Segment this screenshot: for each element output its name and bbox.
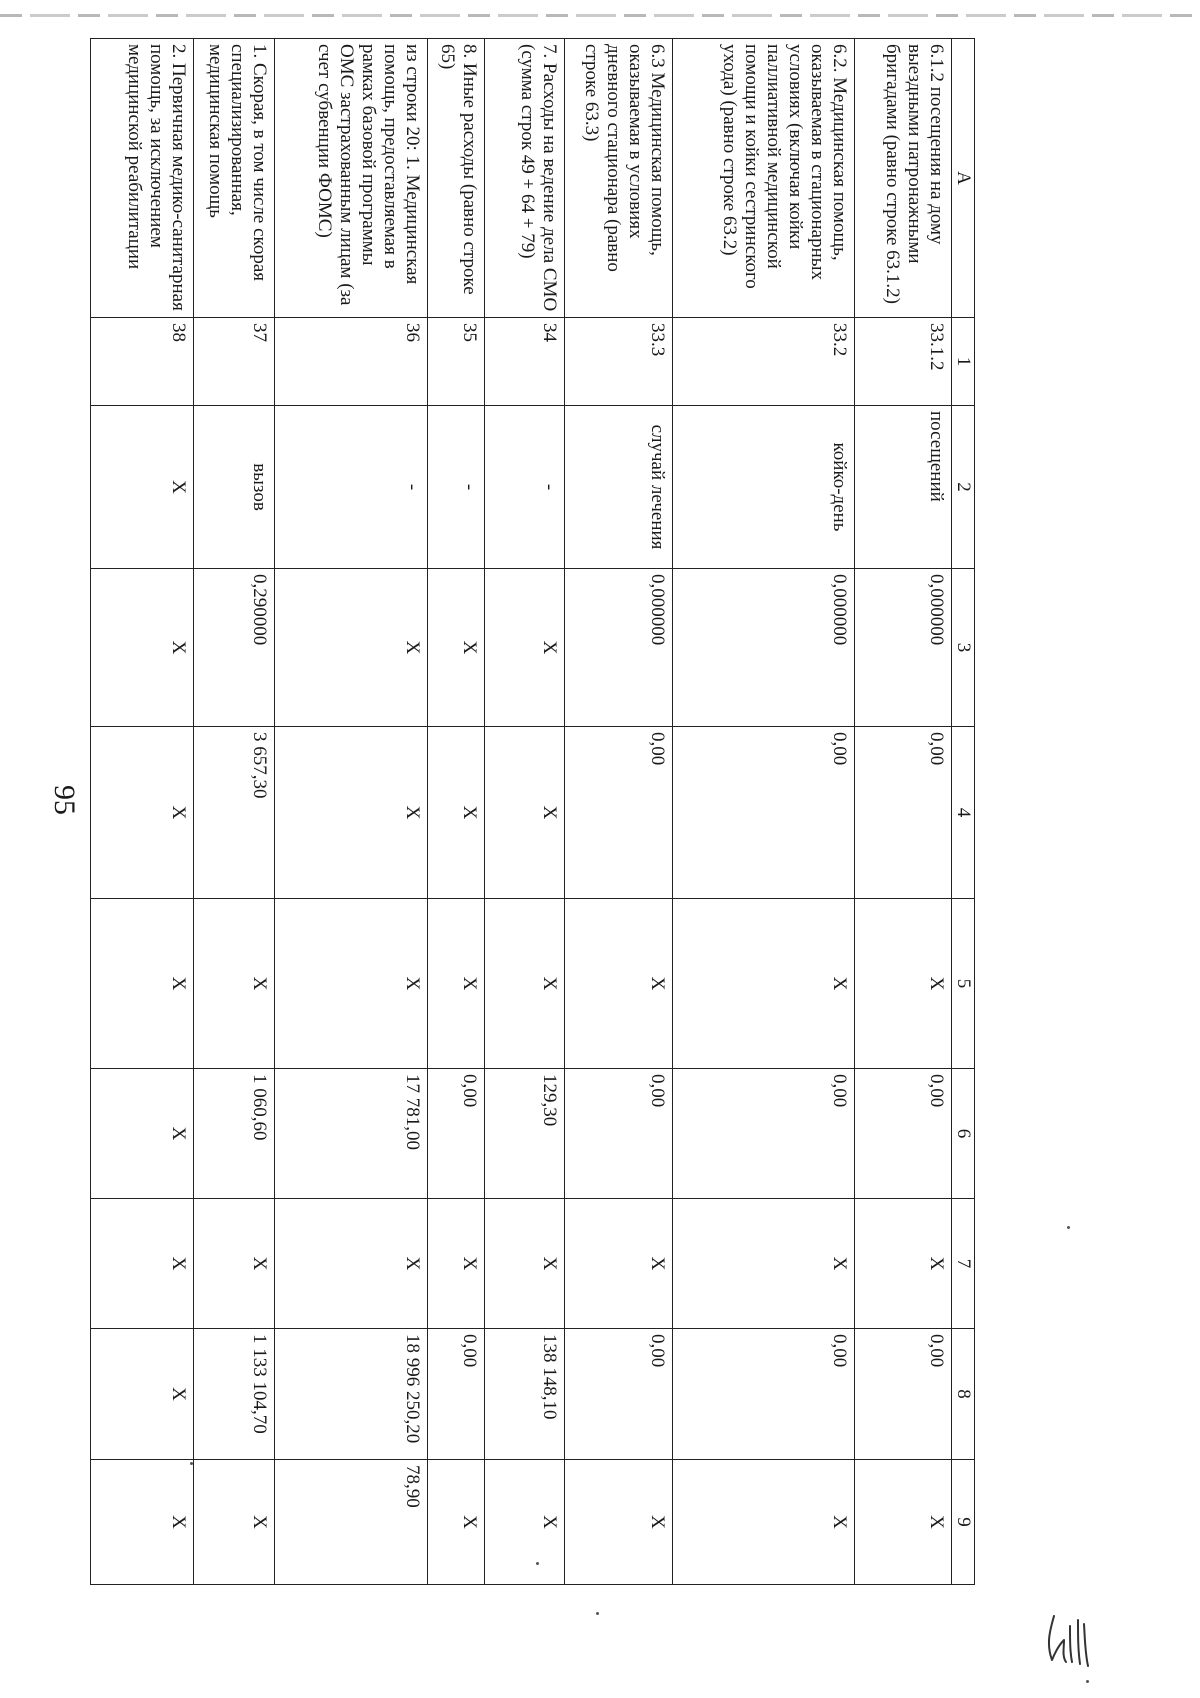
value-cell: X <box>484 1460 565 1585</box>
value-cell: 1 133 104,70 <box>194 1329 275 1460</box>
value-cell: 0,000000 <box>854 569 951 727</box>
value-cell: X <box>91 569 194 727</box>
value-cell: X <box>428 1460 485 1585</box>
scan-speck <box>190 1462 193 1465</box>
value-cell: X <box>91 1199 194 1329</box>
value-cell: X <box>91 727 194 899</box>
header-cell: A <box>952 39 975 318</box>
value-cell: X <box>672 1199 854 1329</box>
table-row <box>854 39 951 1585</box>
unit-cell: - <box>275 406 428 569</box>
value-cell: X <box>672 1460 854 1585</box>
value-cell: X <box>194 1460 275 1585</box>
scan-edge-line <box>0 14 1200 17</box>
header-cell: 4 <box>952 727 975 899</box>
row-code: 35 <box>428 318 485 406</box>
unit-cell: - <box>484 406 565 569</box>
value-cell: X <box>484 1199 565 1329</box>
row-code: 33.2 <box>672 318 854 406</box>
row-description: 2. Первичная медико-санитарная помощь, за исключением медицинской реабилитации <box>91 39 194 318</box>
value-cell: 129,30 <box>484 1069 565 1199</box>
unit-cell: случай лечения <box>565 406 672 569</box>
table-row <box>428 39 485 1585</box>
row-description: 6.2. Медицинская помощь, оказываемая в стационарных условиях (включая койки паллиативной медицинской помощи и койки сестринского ухода) (равно строке 63.2) <box>672 39 854 318</box>
value-cell: X <box>91 1460 194 1585</box>
financial-table <box>90 38 975 1585</box>
unit-cell: вызов <box>194 406 275 569</box>
value-cell: X <box>428 1199 485 1329</box>
value-cell: 0,00 <box>428 1069 485 1199</box>
value-cell: X <box>854 1199 951 1329</box>
row-code: 33.1.2 <box>854 318 951 406</box>
value-cell: X <box>428 899 485 1069</box>
value-cell: X <box>428 727 485 899</box>
value-cell: 0,00 <box>565 1329 672 1460</box>
unit-cell: X <box>91 406 194 569</box>
header-row <box>952 39 975 1585</box>
value-cell: 0,00 <box>565 727 672 899</box>
row-code: 34 <box>484 318 565 406</box>
value-cell: X <box>194 1199 275 1329</box>
header-cell: 9 <box>952 1460 975 1585</box>
value-cell: X <box>484 727 565 899</box>
value-cell: X <box>484 569 565 727</box>
value-cell: 1 060,60 <box>194 1069 275 1199</box>
value-cell: X <box>854 1460 951 1585</box>
scan-speck <box>596 1612 599 1615</box>
header-cell: 6 <box>952 1069 975 1199</box>
row-description: 6.3 Медицинская помощь, оказываемая в условиях дневного стационара (равно строке 63.3) <box>565 39 672 318</box>
scan-speck <box>536 1562 539 1565</box>
value-cell: X <box>194 899 275 1069</box>
row-description: 6.1.2 посещения на дому выездными патронажными бригадами (равно строке 63.1.2) <box>854 39 951 318</box>
unit-cell: - <box>428 406 485 569</box>
value-cell: X <box>565 899 672 1069</box>
header-cell: 1 <box>952 318 975 406</box>
value-cell: X <box>275 1199 428 1329</box>
row-description: 1. Скорая, в том числе скорая специализированная, медицинская помощь <box>194 39 275 318</box>
row-description: 7. Расходы на ведение дела СМО (сумма строк 49 + 64 + 79) <box>484 39 565 318</box>
table-row <box>565 39 672 1585</box>
value-cell: 138 148,10 <box>484 1329 565 1460</box>
value-cell: 0,00 <box>672 1329 854 1460</box>
value-cell: 0,290000 <box>194 569 275 727</box>
value-cell: 0,00 <box>854 727 951 899</box>
value-cell: X <box>484 899 565 1069</box>
value-cell: X <box>275 727 428 899</box>
row-code: 33.3 <box>565 318 672 406</box>
value-cell: X <box>672 899 854 1069</box>
value-cell: 18 996 250,20 <box>275 1329 428 1460</box>
value-cell: 0,00 <box>854 1329 951 1460</box>
row-description: 8. Иные расходы (равно строке 65) <box>428 39 485 318</box>
table-row <box>194 39 275 1585</box>
value-cell: X <box>565 1199 672 1329</box>
value-cell: X <box>565 1460 672 1585</box>
table-row <box>484 39 565 1585</box>
value-cell: 17 781,00 <box>275 1069 428 1199</box>
value-cell: 0,00 <box>854 1069 951 1199</box>
rotated-table-container <box>90 38 975 1584</box>
header-cell: 5 <box>952 899 975 1069</box>
value-cell: X <box>91 1069 194 1199</box>
header-cell: 2 <box>952 406 975 569</box>
header-cell: 7 <box>952 1199 975 1329</box>
page-number: 95 <box>48 785 81 815</box>
scan-speck <box>1067 1226 1070 1229</box>
unit-cell: койко-день <box>672 406 854 569</box>
value-cell: X <box>91 899 194 1069</box>
row-code: 38 <box>91 318 194 406</box>
value-cell: 0,00 <box>565 1069 672 1199</box>
unit-cell: посещений <box>854 406 951 569</box>
value-cell: 0,00 <box>672 1069 854 1199</box>
table-row <box>275 39 428 1585</box>
value-cell: X <box>428 569 485 727</box>
header-cell: 8 <box>952 1329 975 1460</box>
value-cell: 3 657,30 <box>194 727 275 899</box>
row-description: из строки 20: 1. Медицинская помощь, предоставляемая в рамках базовой программы ОМС застрахованным лицам (за счет субвенции ФОМС) <box>275 39 428 318</box>
handwritten-signature <box>1040 1610 1100 1670</box>
header-cell: 3 <box>952 569 975 727</box>
value-cell: X <box>275 899 428 1069</box>
row-code: 37 <box>194 318 275 406</box>
row-code: 36 <box>275 318 428 406</box>
value-cell: 0,000000 <box>565 569 672 727</box>
value-cell: 0,00 <box>672 727 854 899</box>
scan-speck <box>1086 1680 1089 1683</box>
value-cell: 0,000000 <box>672 569 854 727</box>
value-cell: 0,00 <box>428 1329 485 1460</box>
value-cell: 78,90 <box>275 1460 428 1585</box>
value-cell: X <box>275 569 428 727</box>
value-cell: X <box>854 899 951 1069</box>
value-cell: X <box>91 1329 194 1460</box>
table-row <box>91 39 194 1585</box>
table-row <box>672 39 854 1585</box>
